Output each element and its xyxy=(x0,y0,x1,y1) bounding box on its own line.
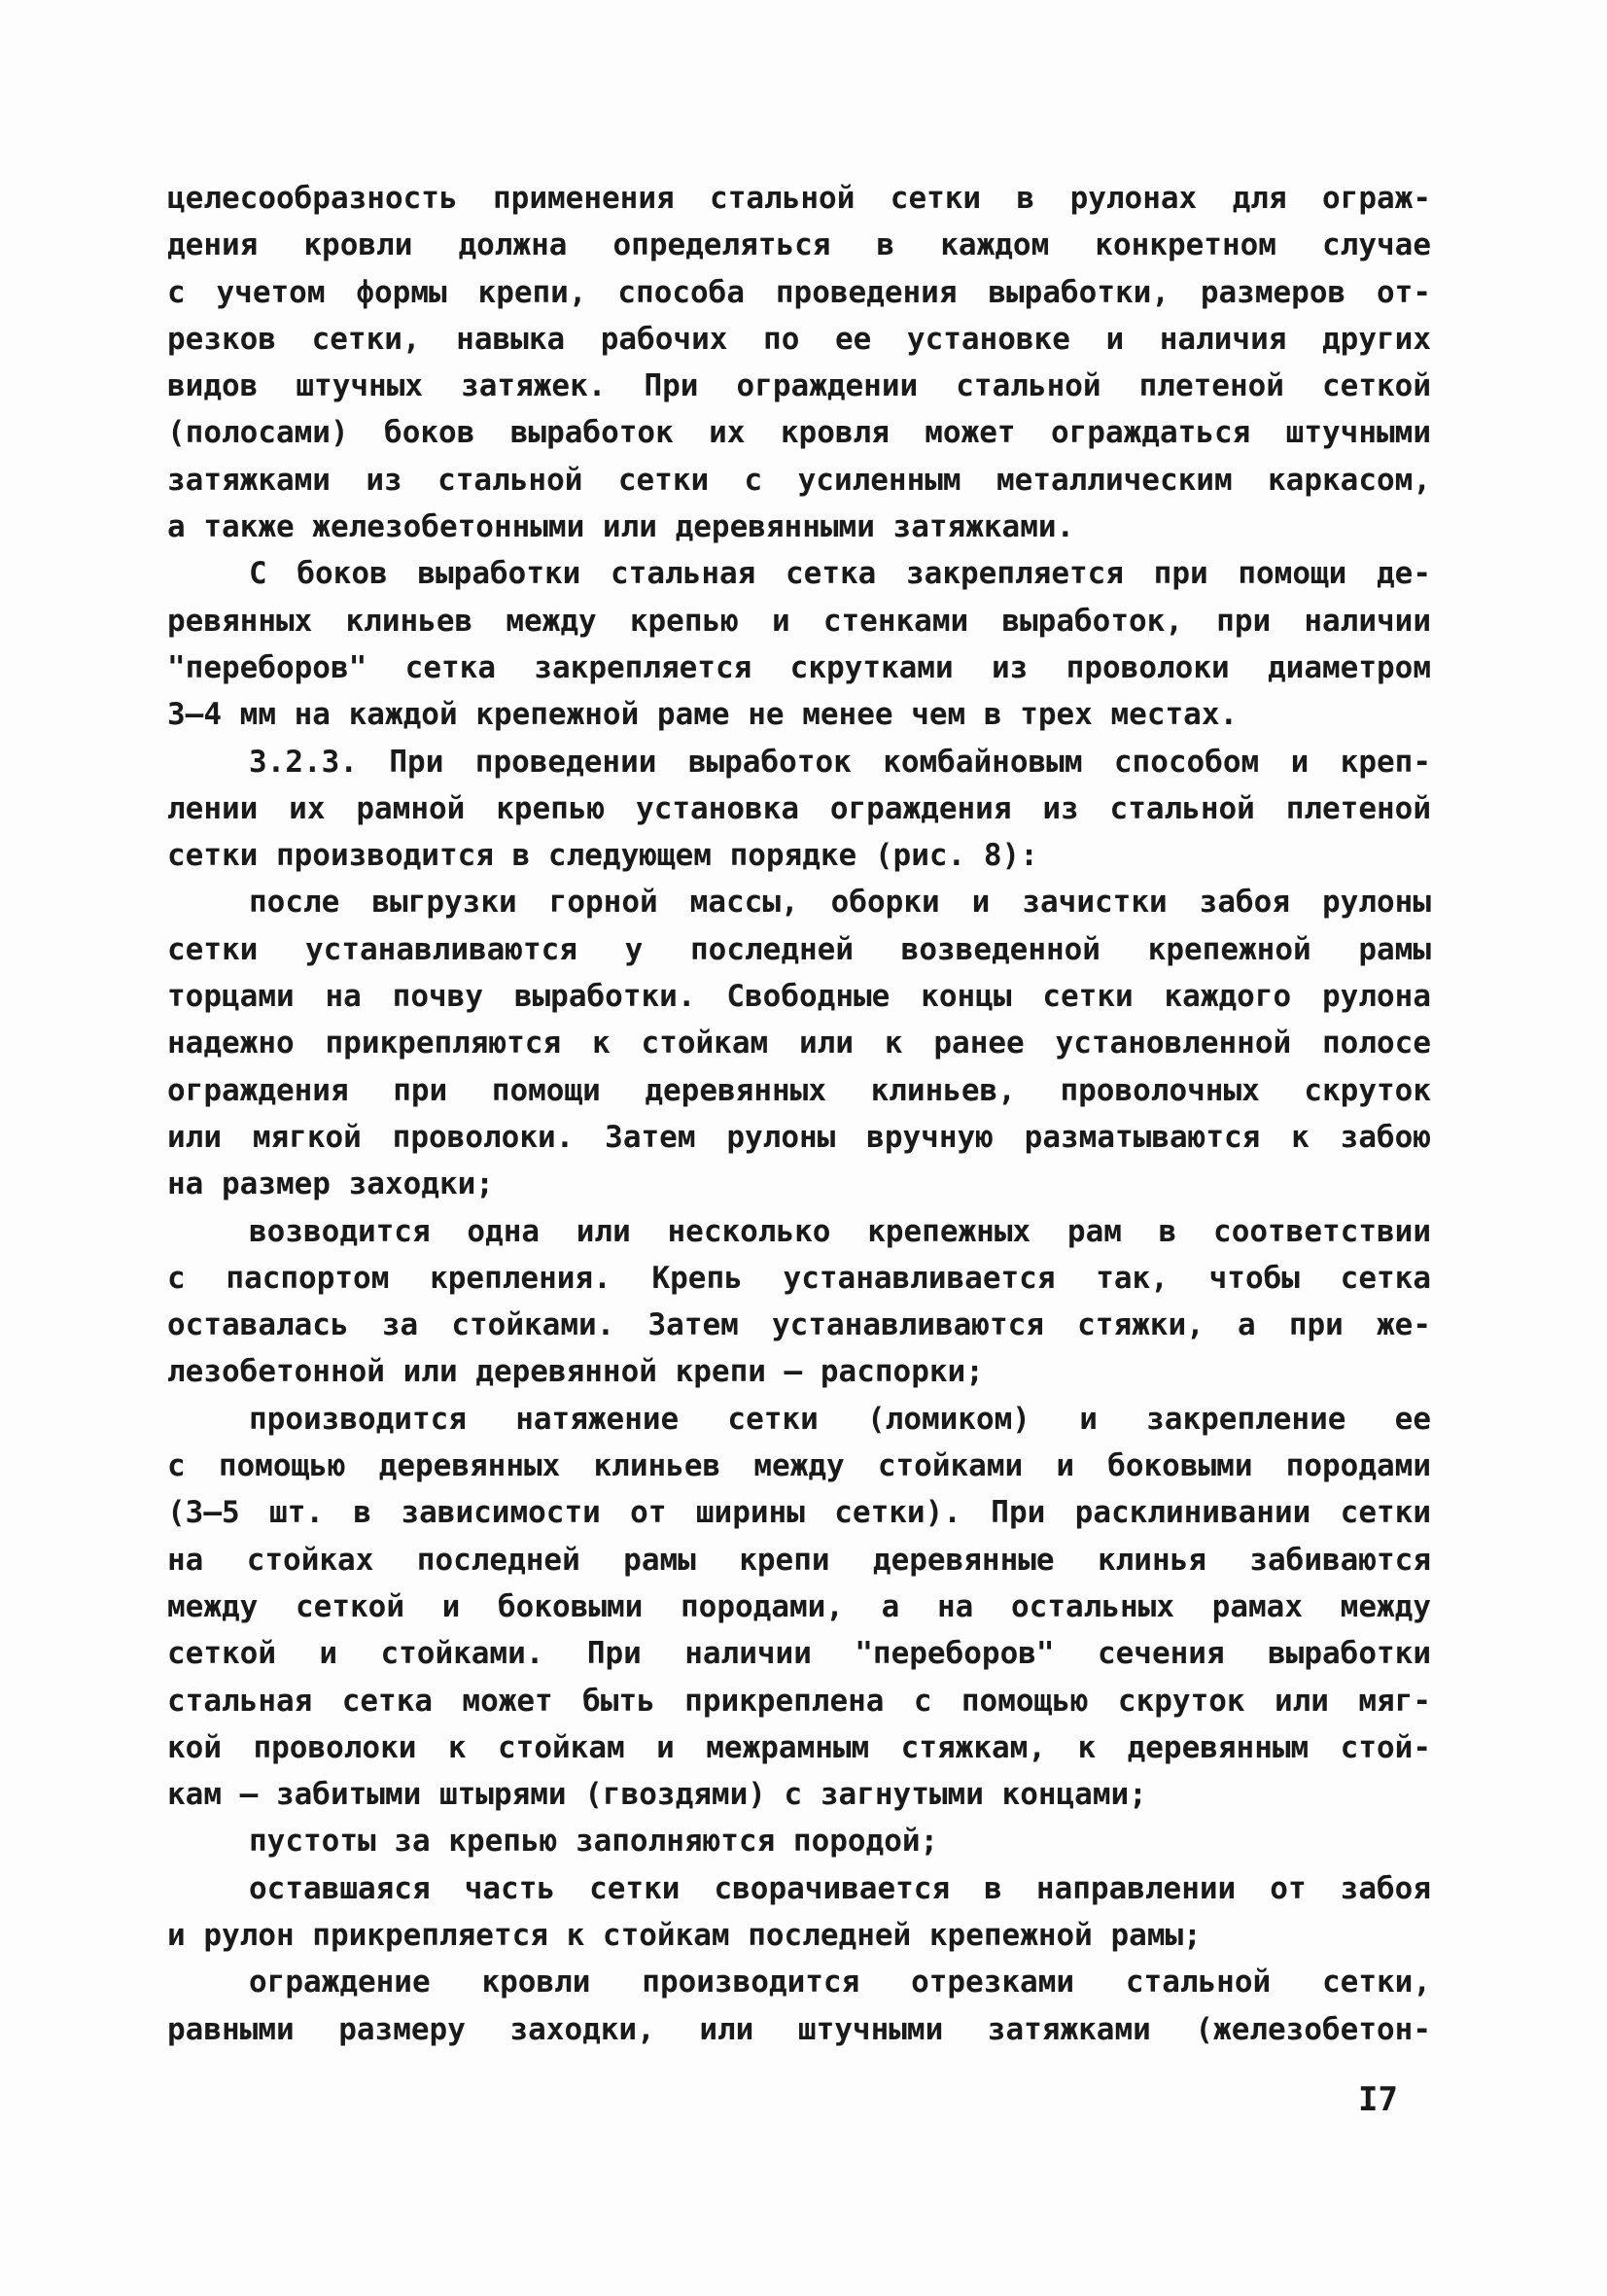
text-line: (полосами) боков выработок их кровля может ограждаться штучными xyxy=(167,415,1431,451)
text-line: ограждения при помощи деревянных клиньев, проволочных скруток xyxy=(167,1072,1431,1108)
text-line: на размер заходки; xyxy=(167,1166,494,1202)
text-line: видов штучных затяжек. При ограждении стальной плетеной сеткой xyxy=(167,368,1431,404)
text-line: надежно прикрепляются к стойкам или к ранее установленной полосе xyxy=(167,1026,1431,1061)
text-line: или мягкой проволоки. Затем рулоны вручную разматываются к забою xyxy=(167,1119,1431,1155)
text-line: целесообразность применения стальной сетки в рулонах для ограж- xyxy=(167,181,1431,216)
text-line: стальная сетка может быть прикреплена с помощью скруток или мяг- xyxy=(167,1683,1431,1719)
text-line: на стойках последней рамы крепи деревянные клинья забиваются xyxy=(167,1542,1431,1578)
text-line: 3–4 мм на каждой крепежной раме не менее чем в трех местах. xyxy=(167,697,1239,733)
text-line: затяжками из стальной сетки с усиленным металлическим каркасом, xyxy=(167,462,1431,498)
text-line: а также железобетонными или деревянными затяжками. xyxy=(167,509,1075,545)
text-line: оставалась за стойками. Затем устанавливаются стяжки, а при же- xyxy=(167,1307,1431,1343)
text-line: ревянных клиньев между крепью и стенками выработок, при наличии xyxy=(167,603,1431,639)
text-line: кам – забитыми штырями (гвоздями) с загнутыми концами; xyxy=(167,1777,1147,1813)
text-line: сетки устанавливаются у последней возведенной крепежной рамы xyxy=(167,931,1431,967)
page-number: I7 xyxy=(1358,2080,1398,2119)
paragraph-start-line: пустоты за крепью заполняются породой; xyxy=(249,1824,939,1860)
section-heading-line: 3.2.3. При проведении выработок комбайновым способом и креп- xyxy=(249,744,1431,780)
paragraph-start-line: оставшаяся часть сетки сворачивается в направлении от забоя xyxy=(249,1870,1431,1906)
paragraph-start-line: производится натяжение сетки (ломиком) и закрепление ее xyxy=(249,1401,1431,1437)
text-line: с помощью деревянных клиньев между стойками и боковыми породами xyxy=(167,1448,1431,1484)
text-line: сеткой и стойками. При наличии "переборов" сечения выработки xyxy=(167,1636,1431,1672)
paragraph-start-line: С боков выработки стальная сетка закрепляется при помощи де- xyxy=(249,556,1431,592)
text-line: и рулон прикрепляется к стойкам последней крепежной рамы; xyxy=(167,1917,1202,1953)
text-line: "переборов" сетка закрепляется скрутками из проволоки диаметром xyxy=(167,649,1431,685)
text-line: с учетом формы крепи, способа проведения выработки, размеров от- xyxy=(167,274,1431,310)
text-line: дения кровли должна определяться в каждом конкретном случае xyxy=(167,227,1431,263)
paragraph-start-line: после выгрузки горной массы, оборки и зачистки забоя рулоны xyxy=(249,885,1431,921)
body-text xyxy=(167,175,1431,2053)
paragraph-start-line: ограждение кровли производится отрезками стальной сетки, xyxy=(249,1965,1431,2000)
text-line: с паспортом крепления. Крепь устанавливается так, чтобы сетка xyxy=(167,1260,1431,1296)
text-line: равными размеру заходки, или штучными затяжками (железобетон- xyxy=(167,2011,1431,2047)
text-line: сетки производится в следующем порядке (рис. 8): xyxy=(167,838,1038,874)
text-line: лении их рамной крепью установка ограждения из стальной плетеной xyxy=(167,790,1431,826)
text-line: (3–5 шт. в зависимости от ширины сетки). При расклинивании сетки xyxy=(167,1495,1431,1531)
text-line: между сеткой и боковыми породами, а на остальных рамах между xyxy=(167,1588,1431,1624)
paragraph-start-line: возводится одна или несколько крепежных рам в соответствии xyxy=(249,1213,1431,1249)
text-line: торцами на почву выработки. Свободные концы сетки каждого рулона xyxy=(167,979,1431,1015)
text-line: кой проволоки к стойкам и межрамным стяжкам, к деревянным стой- xyxy=(167,1729,1431,1765)
text-line: лезобетонной или деревянной крепи – распорки; xyxy=(167,1354,984,1390)
text-line: резков сетки, навыка рабочих по ее установке и наличия других xyxy=(167,321,1431,357)
